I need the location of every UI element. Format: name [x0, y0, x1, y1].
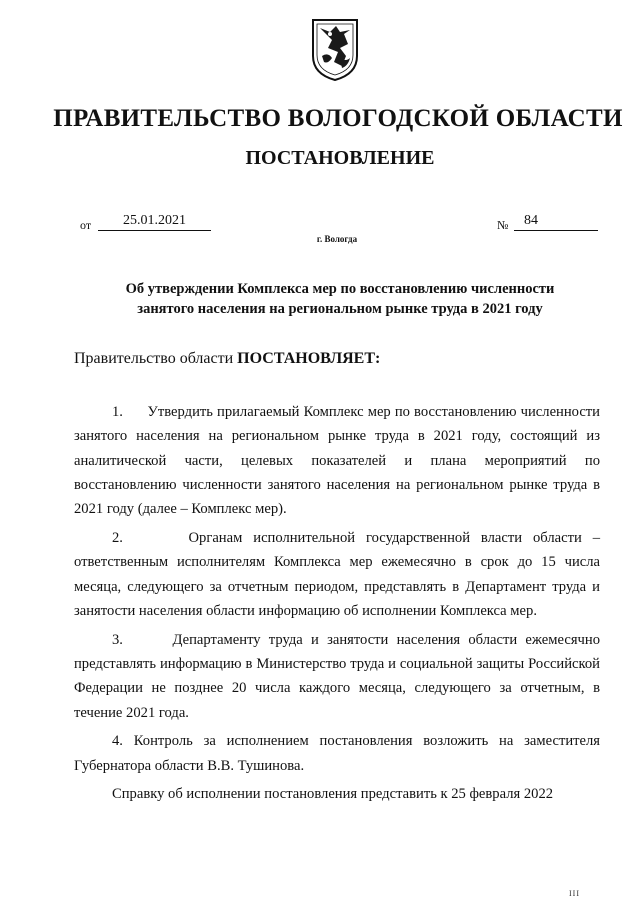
document-subject [70, 279, 610, 319]
paragraph-4: 4. Контроль за исполнением постановления возложить на заместителя Губернатора области В.В. Тушинова. [74, 733, 600, 774]
preamble-emphasis: ПОСТАНОВЛЯЕТ: [237, 350, 381, 367]
document-body [74, 400, 600, 811]
paragraph-5: Справку об исполнении постановления представить к 25 февраля 2022 [112, 786, 554, 803]
preamble-prefix: Правительство области [74, 350, 238, 367]
footer-mark: III [569, 889, 580, 898]
paragraph-1: 1. Утвердить прилагаемый Комплекс мер по восстановлению численности занятого населения на региональном рынке труда в 2021 году, состоящий из аналитической части, целевых показателей и плана мероприятий по восстановлению численности занятого населения на региональном рынке труда в 2021 году (далее – Комплекс мер). [74, 404, 600, 518]
paragraph-3: 3. Департаменту труда и занятости населения области ежемесячно представлять информацию в Министерство труда и социальной защиты Российской Федерации не позднее 20 числа каждого месяца, следующего за отчетным, в течение 2021 года. [74, 631, 600, 721]
number-label: № [497, 218, 509, 232]
government-title: ПРАВИТЕЛЬСТВО ВОЛОГОДСКОЙ ОБЛАСТИ [53, 105, 623, 132]
subject-line-2: занятого населения на региональном рынке труда в 2021 году [137, 301, 543, 317]
city: г. Вологда [316, 234, 358, 244]
date-value: 25.01.2021 [98, 212, 211, 231]
coat-of-arms-icon [310, 18, 360, 82]
date-label: от [80, 218, 92, 232]
subject-line-1: Об утверждении Комплекса мер по восстановлению численности [125, 281, 555, 297]
number-value: 84 [514, 212, 598, 231]
preamble [74, 350, 380, 368]
document-type: ПОСТАНОВЛЕНИЕ [245, 147, 435, 169]
paragraph-2: 2. Органам исполнительной государственной власти области – ответственным исполнителям Комплекса мер ежемесячно в срок до 15 числа месяца, следующего за отчетным периодом, представлять в Департамент труда и занятости населения области информацию об исполнении Комплекса мер. [74, 529, 600, 619]
